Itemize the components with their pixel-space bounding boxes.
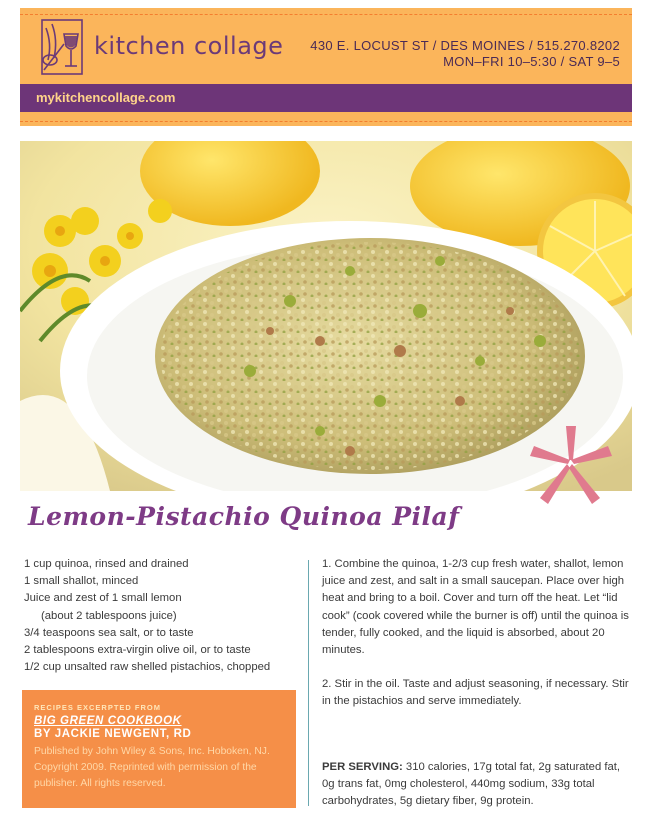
excerpt-label: RECIPES EXCERPTED FROM (34, 703, 162, 712)
credit-box (22, 690, 296, 808)
publisher-note: Published by John Wiley & Sons, Inc. Hoboken, NJ. Copyright 2009. Reprinted with permission of the publisher. All rights reserved. (34, 746, 270, 789)
asterisk-icon (520, 420, 620, 510)
whisk-wine-glass-icon (38, 14, 88, 78)
direction-step: 2. Stir in the oil. Taste and adjust seasoning, if necessary. Stir in the pistachios and serve immediately. (322, 678, 629, 708)
ingredient-item: 3/4 teaspoons sea salt, or to taste (24, 626, 194, 639)
website-link[interactable]: mykitchencollage.com (36, 90, 176, 105)
column-divider (308, 560, 309, 806)
nutrition-label: PER SERVING: (322, 761, 403, 773)
store-address (310, 38, 620, 70)
header-dashed-line-top (20, 14, 632, 15)
ingredient-item: 1 small shallot, minced (24, 575, 139, 588)
direction-list (322, 556, 634, 728)
nutrition-text: 310 calories, 17g total fat, 2g saturated fat, 0g trans fat, 0mg cholesterol, 440mg sodium, 33g total carbohydrates, 5g dietary fiber, 9g protein. (322, 761, 621, 808)
nutrition-info (322, 759, 634, 811)
book-title: BIG GREEN COOKBOOK (34, 715, 182, 727)
header-dashed-line-bottom (20, 121, 632, 122)
ingredient-item: Juice and zest of 1 small lemon (24, 592, 182, 605)
address-line: 430 E. LOCUST ST / DES MOINES / 515.270.8202 (310, 38, 620, 53)
recipe-title: Lemon-Pistachio Quinoa Pilaf (28, 502, 460, 531)
brand-name: kitchen collage (94, 32, 284, 60)
ingredient-item: (about 2 tablespoons juice) (41, 609, 177, 622)
book-author: BY JACKIE NEWGENT, RD (34, 728, 192, 740)
ingredient-item: 1/2 cup unsalted raw shelled pistachios, chopped (24, 661, 271, 674)
ingredient-list (24, 556, 294, 676)
hours-line: MON–FRI 10–5:30 / SAT 9–5 (443, 54, 620, 69)
direction-step: 1. Combine the quinoa, 1-2/3 cup fresh water, shallot, lemon juice and zest, and salt in a small saucepan. Place over high heat and bring to a boil. Cover and turn off the heat. Let “lid cook” (cook covered while the burner is off) until the quinoa is tender, fully cooked, and the liquid is absorbed, about 20 minutes. (322, 558, 629, 657)
ingredient-item: 2 tablespoons extra-virgin olive oil, or to taste (24, 644, 251, 657)
ingredient-item: 1 cup quinoa, rinsed and drained (24, 558, 189, 570)
